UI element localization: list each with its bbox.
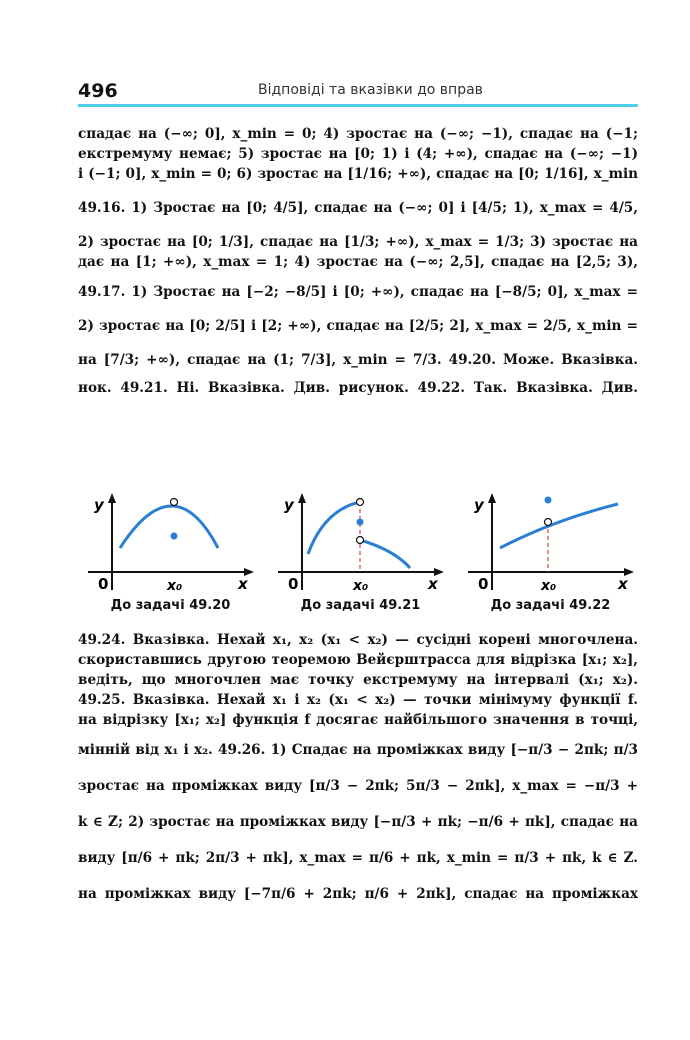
page-number: 496 — [78, 80, 118, 102]
x0-label: x₀ — [167, 578, 183, 594]
text-line: на проміжках виду [−7π/6 + 2πk; π/6 + 2πk], спадає на проміжках — [78, 886, 638, 902]
answers-block-2 — [78, 630, 638, 904]
function-curve — [500, 504, 618, 548]
figure-caption: До задачі 49.21 — [300, 598, 421, 613]
text-line: 49.24. Вказівка. Нехай x₁, x₂ (x₁ < x₂) — сусідні корені многочлена. — [78, 632, 638, 648]
text-line: спадає на (−∞; 0], x_min = 0; 4) зростає на (−∞; −1), спадає на (−1; — [78, 126, 638, 142]
text-line: 2) зростає на [0; 1/3], спадає на [1/3; +∞), x_max = 1/3; 3) зростає на — [78, 234, 638, 250]
filled-point — [171, 533, 178, 540]
y-label: y — [284, 496, 294, 514]
header-rule — [78, 104, 638, 107]
right-branch — [360, 540, 410, 568]
figures-row — [78, 490, 648, 620]
figure-49-22-graph — [458, 490, 643, 595]
figure-49-20 — [78, 490, 263, 620]
hollow-point — [545, 519, 552, 526]
text-line: 2) зростає на [0; 2/5] і [2; +∞), спадає на [2/5; 2], x_max = 2/5, x_min = — [78, 318, 638, 334]
hollow-point — [171, 499, 178, 506]
text-line: і (−1; 0], x_min = 0; 6) зростає на [1/16; +∞), спадає на [0; 1/16], x_min — [78, 166, 638, 182]
y-axis-arrow-icon — [488, 493, 496, 503]
page-header — [78, 78, 638, 106]
figure-49-21-graph — [268, 490, 453, 595]
x-label: x — [428, 575, 438, 593]
origin-label: 0 — [478, 575, 489, 593]
text-line: мінній від x₁ і x₂. 49.26. 1) Спадає на проміжках виду [−π/3 − 2πk; π/3 — [78, 742, 638, 758]
text-line: 49.16. 1) Зростає на [0; 4/5], спадає на (−∞; 0] і [4/5; 1), x_max = 4/5, — [78, 200, 638, 216]
text-line: 49.17. 1) Зростає на [−2; −8/5] і [0; +∞), спадає на [−8/5; 0], x_max = — [78, 284, 638, 300]
text-line: виду [π/6 + πk; 2π/3 + πk], x_max = π/6 + πk, x_min = π/3 + πk, k ∈ Z. — [78, 850, 638, 866]
text-line: ведіть, що многочлен має точку екстремуму на інтервалі (x₁; x₂). — [78, 672, 638, 688]
y-label: y — [474, 496, 484, 514]
hollow-point-top — [357, 499, 364, 506]
y-label: y — [94, 496, 104, 514]
x0-label: x₀ — [541, 578, 557, 594]
text-line: екстремуму немає; 5) зростає на [0; 1) і (4; +∞), спадає на (−∞; −1) — [78, 146, 638, 162]
hollow-point-bottom — [357, 537, 364, 544]
text-line: на [7/3; +∞), спадає на (1; 7/3], x_min = 7/3. 49.20. Може. Вказівка. — [78, 352, 638, 368]
x-label: x — [618, 575, 628, 593]
left-branch — [308, 502, 360, 554]
filled-point — [357, 519, 364, 526]
figure-49-21 — [268, 490, 453, 620]
x0-label: x₀ — [353, 578, 369, 594]
y-axis-arrow-icon — [108, 493, 116, 503]
figure-caption: До задачі 49.20 — [110, 598, 231, 613]
text-line: на відрізку [x₁; x₂] функція f досягає найбільшого значення в точці, — [78, 712, 638, 728]
text-line: нок. 49.21. Ні. Вказівка. Див. рисунок. 49.22. Так. Вказівка. Див. — [78, 380, 638, 396]
text-line: 49.25. Вказівка. Нехай x₁ і x₂ (x₁ < x₂) — точки мінімуму функції f. — [78, 692, 638, 708]
origin-label: 0 — [288, 575, 299, 593]
running-title: Відповіді та вказівки до вправ — [258, 82, 483, 98]
x-label: x — [238, 575, 248, 593]
origin-label: 0 — [98, 575, 109, 593]
y-axis-arrow-icon — [298, 493, 306, 503]
text-line: k ∈ Z; 2) зростає на проміжках виду [−π/3 + πk; −π/6 + πk], спадає на — [78, 814, 638, 830]
filled-point — [545, 497, 552, 504]
text-line: зростає на проміжках виду [π/3 − 2πk; 5π/3 − 2πk], x_max = −π/3 + — [78, 778, 638, 794]
figure-49-20-graph — [78, 490, 263, 595]
text-line: скориставшись другою теоремою Вейєрштрасса для відрізка [x₁; x₂], — [78, 652, 638, 668]
function-curve — [120, 506, 218, 548]
text-line: дає на [1; +∞), x_max = 1; 4) зростає на (−∞; 2,5], спадає на [2,5; 3), — [78, 254, 638, 270]
figure-caption: До задачі 49.22 — [490, 598, 611, 613]
answers-block-1 — [78, 124, 638, 398]
figure-49-22 — [458, 490, 643, 620]
